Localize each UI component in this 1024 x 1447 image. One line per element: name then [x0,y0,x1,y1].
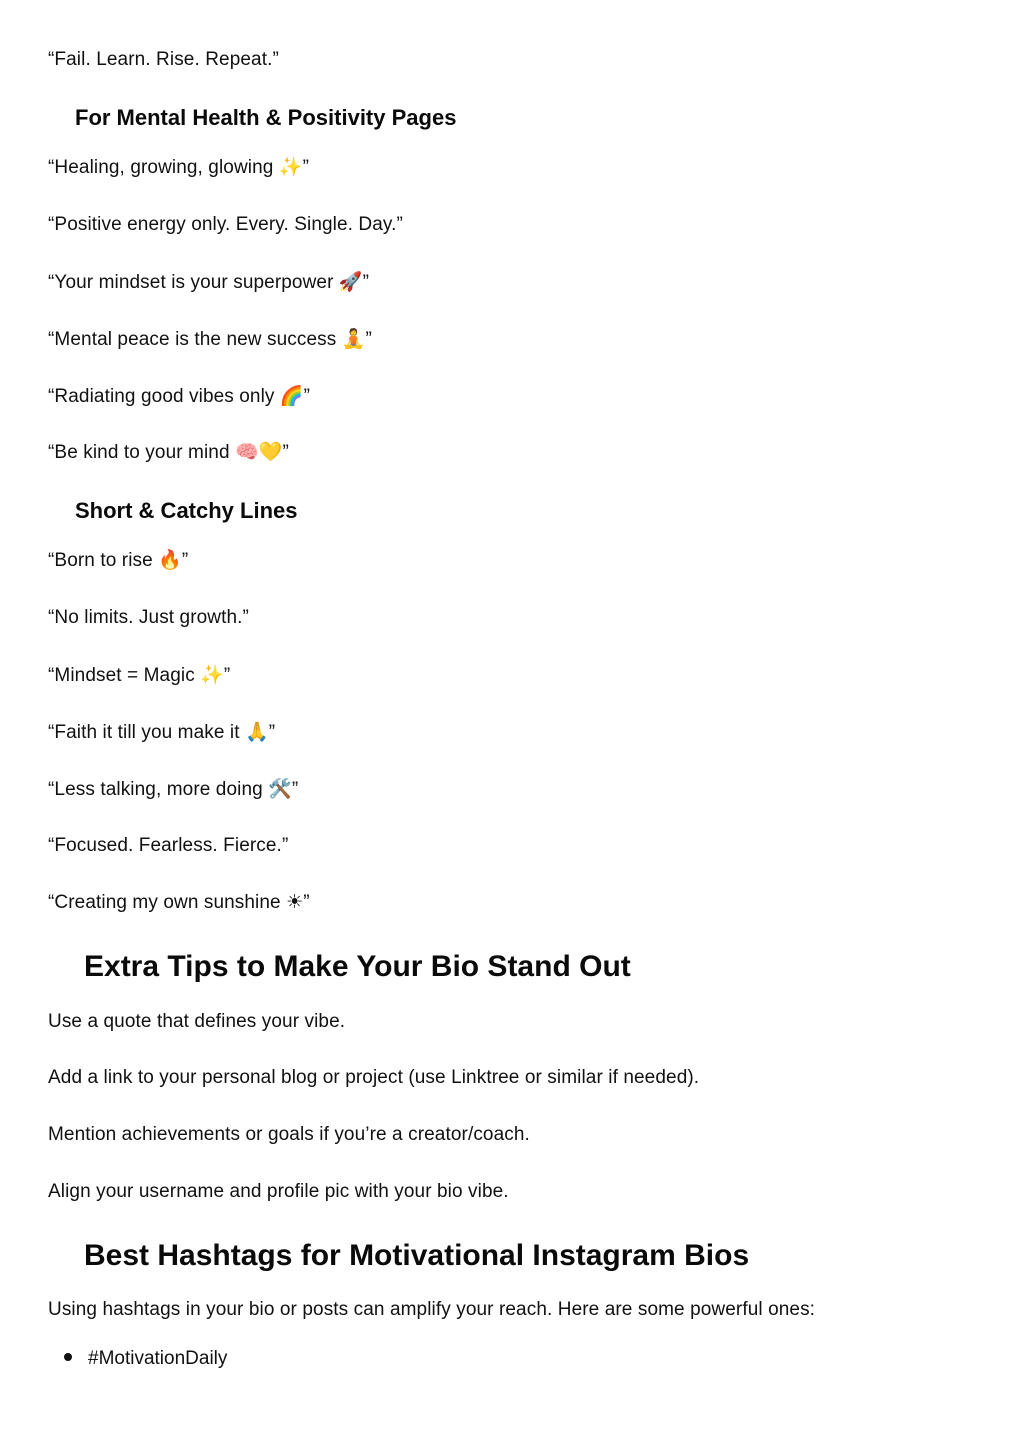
quote-line: “Radiating good vibes only 🌈” [48,386,311,407]
extra-tips-heading: Extra Tips to Make Your Bio Stand Out [84,950,631,983]
quote-line: “Positive energy only. Every. Single. Day.” [48,214,403,235]
quote-line: “Healing, growing, glowing ✨” [48,157,310,178]
hashtags-heading: Best Hashtags for Motivational Instagram Bios [84,1239,750,1272]
tip-line: Use a quote that defines your vibe. [48,1011,346,1032]
quote-line: “Creating my own sunshine ☀” [48,892,310,913]
quote-line: “Faith it till you make it 🙏” [48,722,276,743]
list-item [64,1347,227,1371]
quote-line: “Less talking, more doing 🛠️” [48,779,299,800]
hashtag-text: #MotivationDaily [88,1348,228,1369]
hashtags-intro: Using hashtags in your bio or posts can amplify your reach. Here are some powerful ones: [48,1299,816,1320]
quote-line: “No limits. Just growth.” [48,607,249,628]
mental-health-heading: For Mental Health & Positivity Pages [75,105,457,130]
quote-line: “Mental peace is the new success 🧘” [48,329,372,350]
short-catchy-heading: Short & Catchy Lines [75,498,298,523]
quote-line: “Focused. Fearless. Fierce.” [48,835,289,856]
quote-line: “Born to rise 🔥” [48,550,189,571]
tip-line: Add a link to your personal blog or project (use Linktree or similar if needed). [48,1067,700,1088]
quote-line: “Your mindset is your superpower 🚀” [48,272,370,293]
quote-line: “Mindset = Magic ✨” [48,665,231,686]
top-quote: “Fail. Learn. Rise. Repeat.” [48,49,279,70]
bullet-icon [64,1353,72,1361]
tip-line: Mention achievements or goals if you’re a creator/coach. [48,1124,530,1145]
tip-line: Align your username and profile pic with your bio vibe. [48,1181,509,1202]
quote-line: “Be kind to your mind 🧠💛” [48,442,289,463]
